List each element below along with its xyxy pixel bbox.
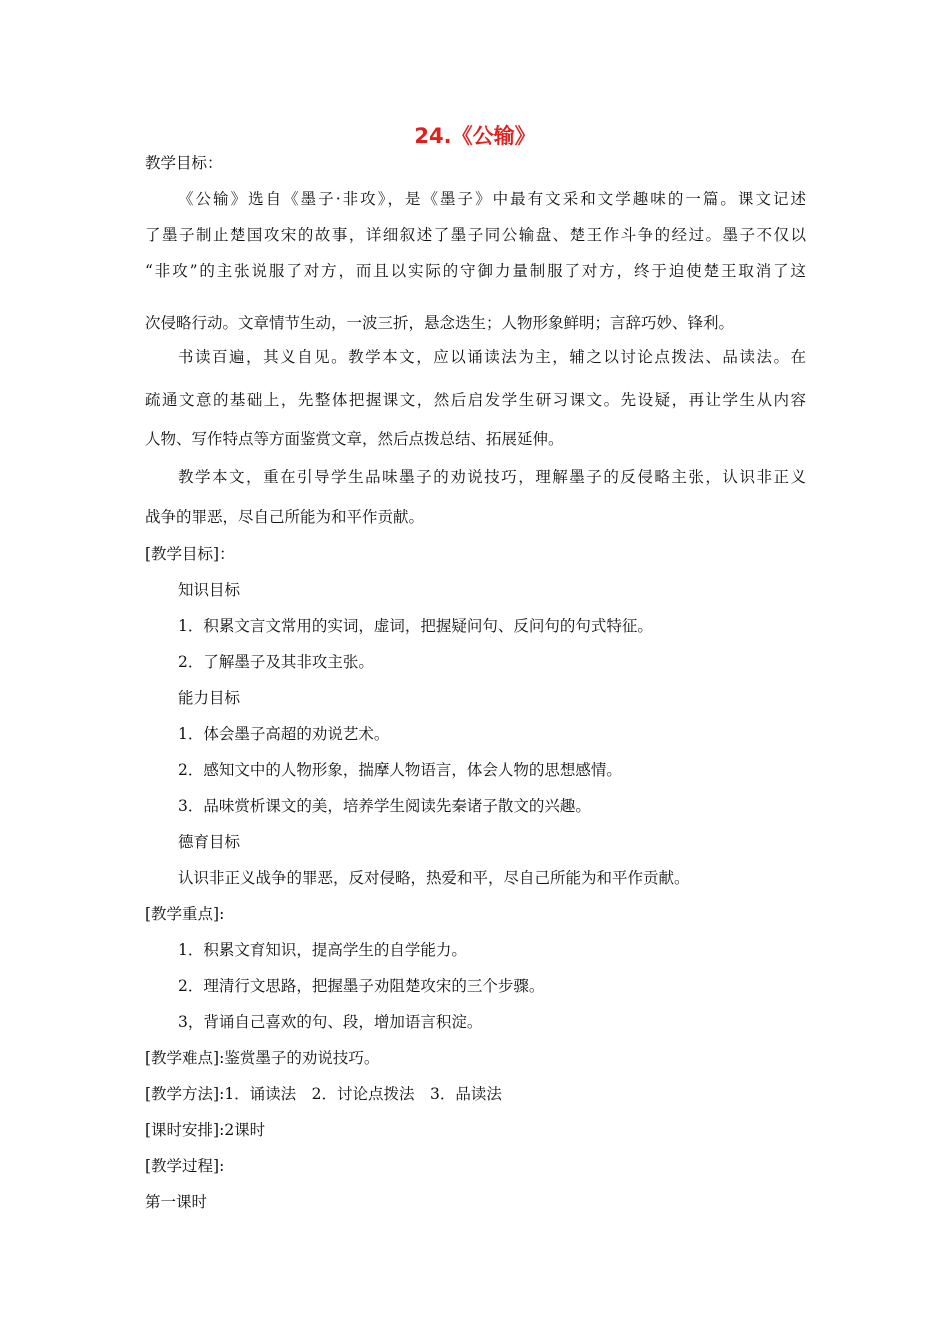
text-line: 3，背诵自己喜欢的句、段，增加语言积淀。	[178, 1013, 483, 1031]
text-line: 次侵略行动。文章情节生动，一波三折，悬念迭生；人物形象鲜明；言辞巧妙、锋利。	[145, 314, 735, 332]
text-line: [教学方法]:1．诵读法 2．讨论点拨法 3．品读法	[145, 1085, 502, 1103]
text-line: 教学本文，重在引导学生品味墨子的劝说技巧，理解墨子的反侵略主张，认识非正义	[178, 468, 806, 486]
text-line: 了墨子制止楚国攻宋的故事，详细叙述了墨子同公输盘、楚王作斗争的经过。墨子不仅以	[145, 226, 806, 244]
document-title: 24.《公输》	[414, 124, 536, 148]
text-line: 书读百遍，其义自见。教学本文，应以诵读法为主，辅之以讨论点拨法、品读法。在	[178, 348, 806, 366]
text-line: [教学过程]:	[145, 1157, 225, 1175]
text-line: “非攻”的主张说服了对方，而且以实际的守御力量制服了对方，终于迫使楚王取消了这	[145, 262, 806, 280]
text-line: 1．积累文育知识，提高学生的自学能力。	[178, 941, 467, 959]
text-line: [教学重点]:	[145, 905, 225, 923]
text-line: [教学目标]：	[145, 545, 235, 563]
text-line: 德育目标	[178, 833, 241, 851]
text-line: 教学目标：	[145, 154, 223, 172]
text-line: 2．理清行文思路，把握墨子劝阻楚攻宋的三个步骤。	[178, 977, 545, 995]
text-line: 知识目标	[178, 581, 241, 599]
text-line: 人物、写作特点等方面鉴赏文章，然后点拨总结、拓展延伸。	[145, 430, 564, 448]
text-line: 《公输》选自《墨子·非攻》，是《墨子》中最有文采和文学趣味的一篇。课文记述	[178, 190, 806, 208]
text-line: 认识非正义战争的罪恶，反对侵略，热爱和平，尽自己所能为和平作贡献。	[178, 869, 690, 887]
text-line: 能力目标	[178, 689, 241, 707]
text-line: 1．体会墨子高超的劝说艺术。	[178, 725, 390, 743]
text-line: [课时安排]:2课时	[145, 1121, 266, 1139]
text-line: 1．积累文言文常用的实词，虚词，把握疑问句、反问句的句式特征。	[178, 617, 653, 635]
text-line: [教学难点]:鉴赏墨子的劝说技巧。	[145, 1049, 380, 1067]
text-line: 疏通文意的基础上，先整体把握课文，然后启发学生研习课文。先设疑，再让学生从内容	[145, 391, 806, 409]
text-line: 战争的罪恶，尽自己所能为和平作贡献。	[145, 508, 425, 526]
text-line: 3．品味赏析课文的美，培养学生阅读先秦诸子散文的兴趣。	[178, 797, 591, 815]
text-line: 第一课时	[145, 1193, 208, 1211]
text-line: 2．感知文中的人物形象，揣摩人物语言，体会人物的思想感情。	[178, 761, 622, 779]
text-line: 2．了解墨子及其非攻主张。	[178, 653, 374, 671]
